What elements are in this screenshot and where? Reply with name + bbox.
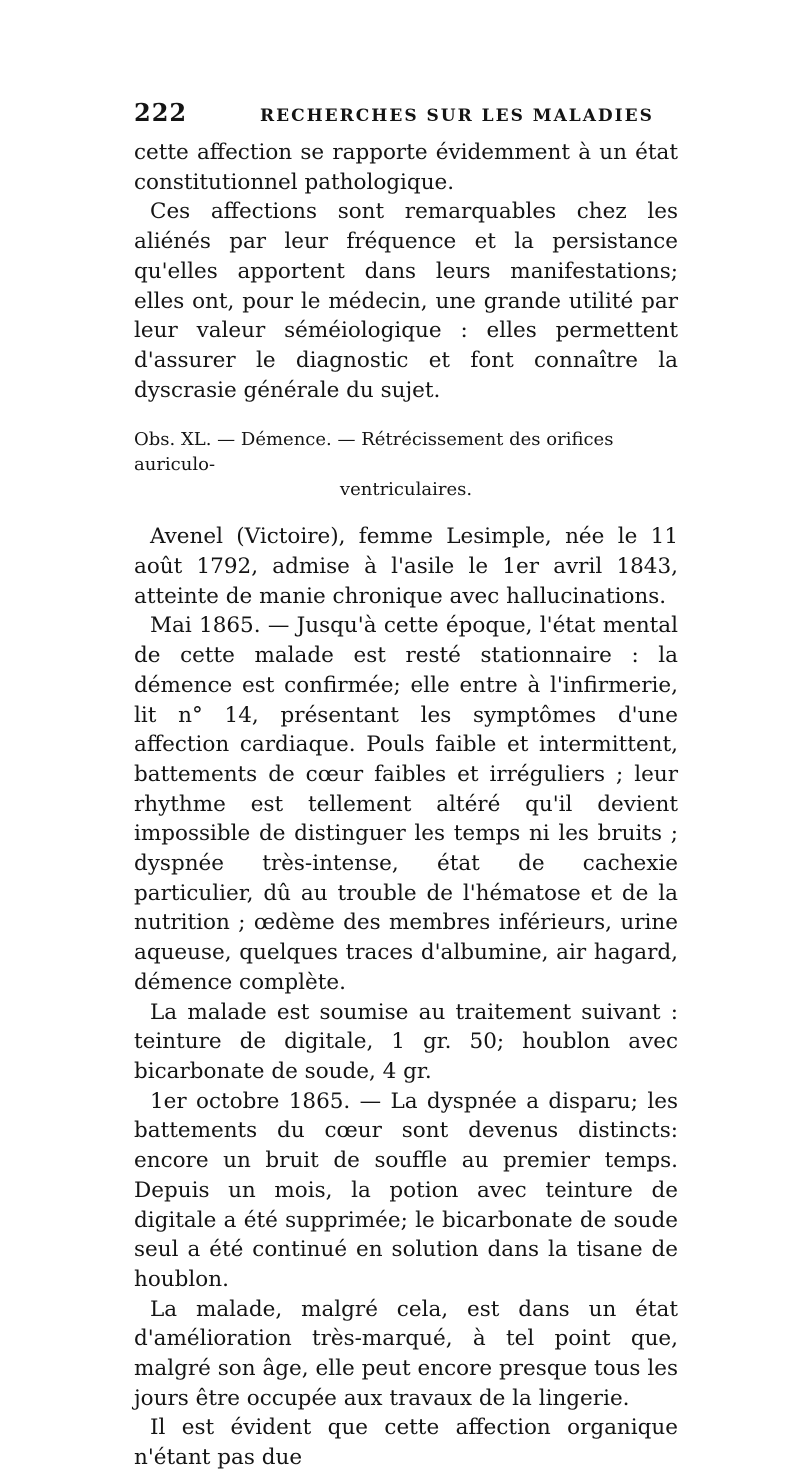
paragraph: Avenel (Victoire), femme Lesimple, née le 11 août 1792, admise à l'asile le 1er avril 1843, atteinte de manie chronique avec hallucinations.: [134, 524, 678, 609]
body-text: [134, 138, 678, 1473]
observation-heading-line: ventriculaires.: [339, 479, 473, 501]
paragraph: Mai 1865. — Jusqu'à cette époque, l'état mental de cette malade est resté stationnaire : la démence est confirmée; elle entre à l'infirmerie, lit n° 14, présentant les symptômes d'une affection cardiaque. Pouls faible et intermittent, battements de cœur faibles et irréguliers ; leur rhythme est tellement altéré qu'il devient impossible de distinguer les temps ni les bruits ; dyspnée très-intense, état de cachexie particulier, dû au trouble de l'hématose et de la nutrition ; œdème des membres inférieurs, urine aqueuse, quelques traces d'albumine, air hagard, démence complète.: [134, 613, 678, 995]
observation-heading-line: Obs. XL. — Démence. — Rétrécissement des orifices auriculo-: [134, 429, 614, 476]
paragraph: La malade, malgré cela, est dans un état d'amélioration très-marqué, à tel point que, malgré son âge, elle peut encore presque tous les jours être occupée aux travaux de la lingerie.: [134, 1296, 678, 1411]
paragraph: 1er octobre 1865. — La dyspnée a disparu; les battements du cœur sont devenus distincts: encore un bruit de souffle au premier temps. Depuis un mois, la potion avec teinture de digitale a été supprimée; le bicarbonate de soude seul a été continué en solution dans la tisane de houblon.: [134, 1088, 678, 1292]
running-title: RECHERCHES SUR LES MALADIES: [260, 106, 654, 126]
running-header: [134, 98, 678, 138]
page-number: 222: [134, 98, 188, 127]
paragraph: Il est évident que cette affection organique n'étant pas due: [134, 1415, 678, 1471]
paragraph: Ces affections sont remarquables chez les aliénés par leur fréquence et la persistance qu'elles apportent dans leurs manifestations; elles ont, pour le médecin, une grande utilité par leur valeur séméiologique : elles permettent d'assurer le diagnostic et font connaître la dyscrasie générale du sujet.: [134, 199, 678, 403]
paragraph: cette affection se rapporte évidemment à un état constitutionnel pathologique.: [134, 140, 678, 195]
paragraph: La malade est soumise au traitement suivant : teinture de digitale, 1 gr. 50; houblon avec bicarbonate de soude, 4 gr.: [134, 999, 678, 1084]
observation-heading: [134, 427, 678, 502]
